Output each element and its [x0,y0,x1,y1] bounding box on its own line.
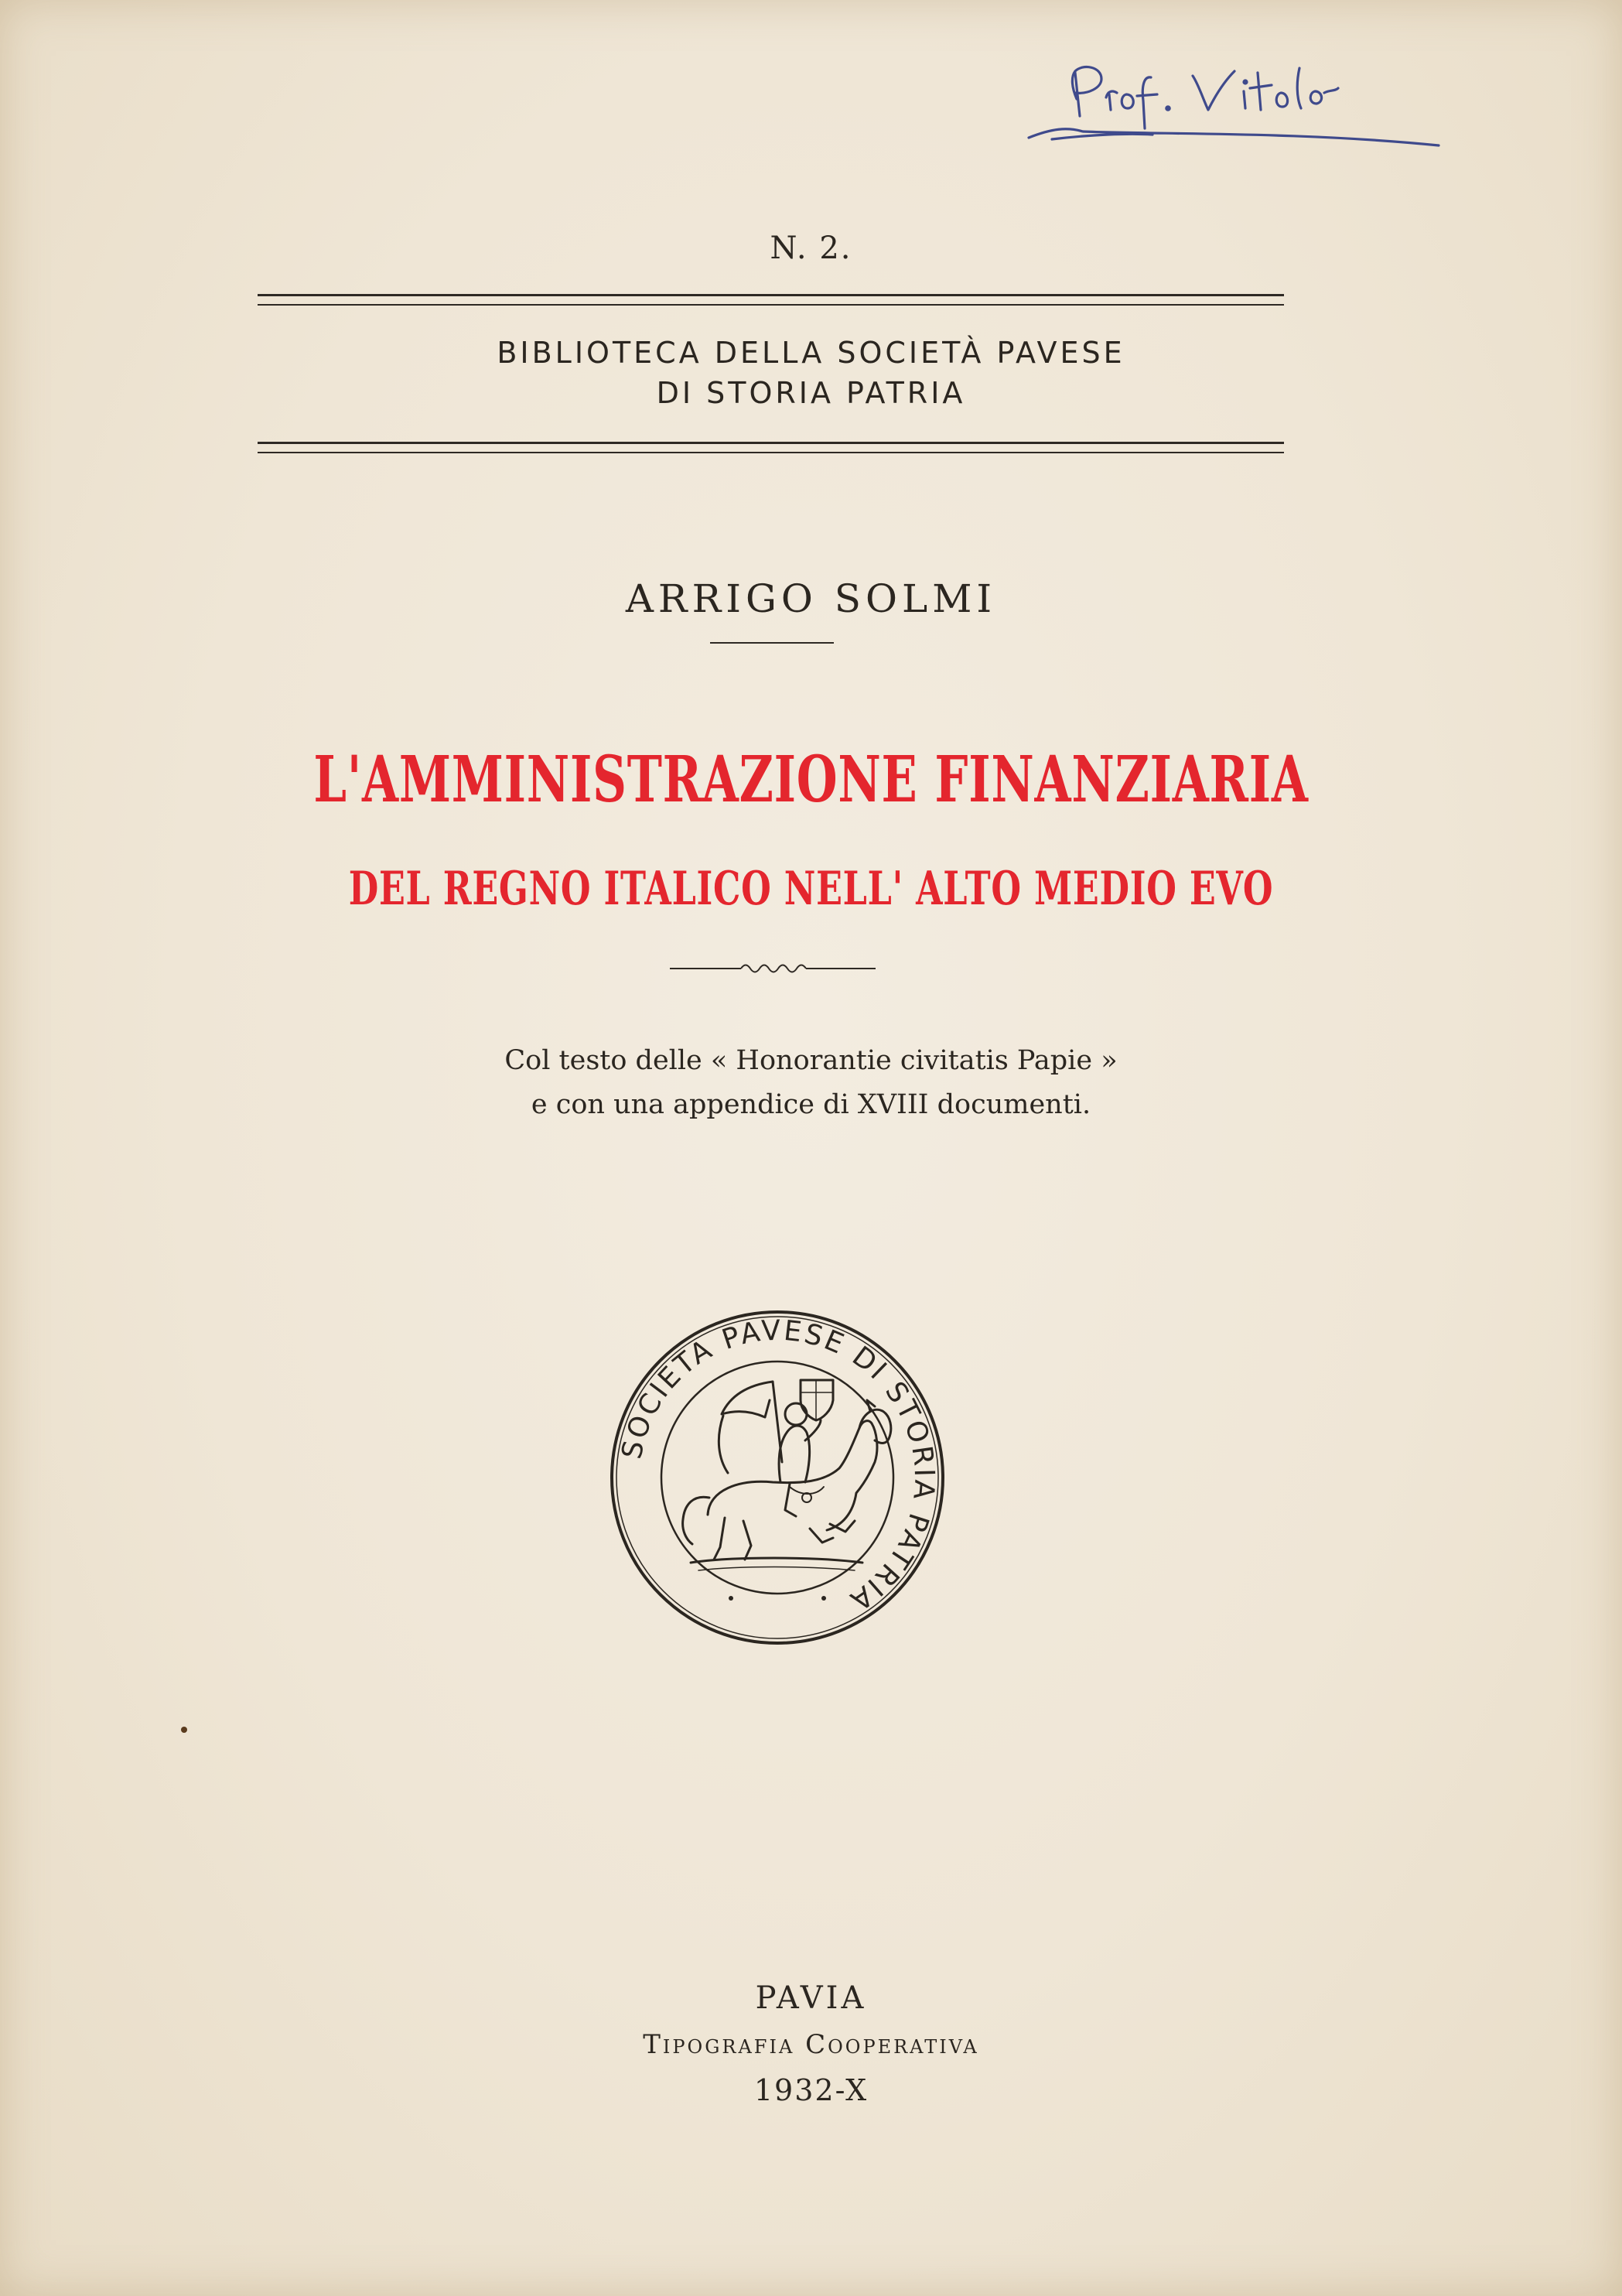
note-line-2: e con una appendice di XVIII documenti. [531,1089,1091,1120]
horseman-seal-icon [607,1307,948,1648]
top-double-rule [258,294,1284,306]
imprint-place: PAVIA [755,1980,867,2016]
ornament-rule-icon [670,959,876,978]
note-line-1: Col testo delle « Honorantie civitatis Papie » [504,1045,1118,1076]
imprint-printer: Tipografia Cooperativa [643,2029,979,2060]
book-title: L'AMMINISTRAZIONE FINANZIARIA [313,743,1309,817]
contents-note [0,1039,1622,1127]
bottom-double-rule [258,442,1284,453]
svg-text:SOCIETA PAVESE DI STORIA PATRI: SOCIETA PAVESE DI STORIA PATRIA [616,1314,941,1618]
book-subtitle: DEL REGNO ITALICO NELL' ALTO MEDIO EVO [348,862,1274,916]
series-title [0,333,1622,413]
handwritten-signature [1021,54,1454,162]
series-line-1: BIBLIOTECA DELLA SOCIETÀ PAVESE [497,336,1125,370]
author-rule [710,642,834,644]
imprint-year: 1932-X [753,2073,869,2107]
series-number: N. 2. [770,231,852,266]
author-name: ARRIGO SOLMI [625,576,997,621]
series-line-2: DI STORIA PATRIA [656,376,966,410]
paper-speck [181,1727,187,1733]
